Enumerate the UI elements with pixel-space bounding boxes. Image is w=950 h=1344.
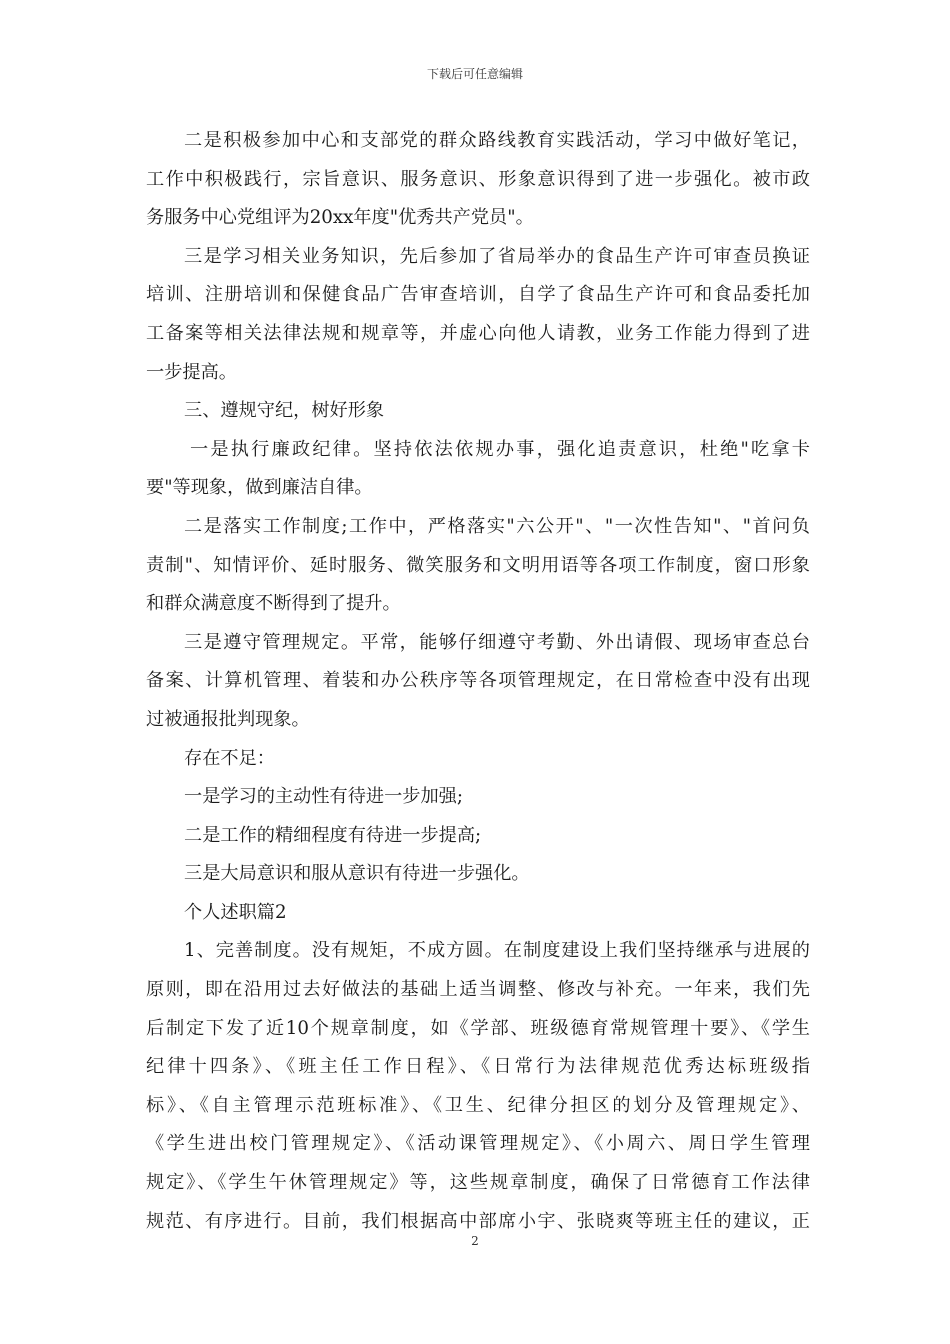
text-line: 二是工作的精细程度有待进一步提高; [184, 824, 482, 846]
text-line: 原则，即在沿用过去好做法的基础上适当调整、修改与补充。一年来，我们先 [146, 979, 810, 1001]
text-line: 1、完善制度。没有规矩，不成方圆。在制度建设上我们坚持继承与进展的 [184, 940, 810, 962]
text-line: 后制定下发了近10个规章制度，如《学部、班级德育常规管理十要》、《学生 [146, 1017, 810, 1039]
header-text: 下载后可任意编辑 [426, 67, 523, 81]
text-line: 一是执行廉政纪律。坚持依法依规办事，强化追责意识，杜绝"吃拿卡 [190, 438, 810, 460]
text-line: 二是落实工作制度;工作中，严格落实"六公开"、"一次性告知"、"首问负 [184, 515, 810, 537]
text-line: 务服务中心党组评为20xx年度"优秀共产党员"。 [146, 207, 534, 229]
text-line: 三是遵守管理规定。平常，能够仔细遵守考勤、外出请假、现场审查总台 [184, 631, 810, 653]
text-line: 一是学习的主动性有待进一步加强; [184, 786, 463, 808]
text-line: 规定》、《学生午休管理规定》等，这些规章制度，确保了日常德育工作法律 [146, 1172, 810, 1194]
text-line: 工作中积极践行，宗旨意识、服务意识、形象意识得到了进一步强化。被市政 [146, 168, 810, 190]
text-line: 责制"、知情评价、延时服务、微笑服务和文明用语等各项工作制度，窗口形象 [146, 554, 810, 576]
text-line: 一步提高。 [146, 361, 237, 383]
text-line: 三是学习相关业务知识，先后参加了省局举办的食品生产许可审查员换证 [184, 245, 810, 267]
page-header [0, 66, 950, 82]
text-line: 规范、有序进行。目前，我们根据高中部席小宇、张晓爽等班主任的建议，正 [146, 1210, 810, 1232]
text-line: 三是大局意识和服从意识有待进一步强化。 [184, 863, 530, 885]
text-line: 个人述职篇2 [184, 901, 287, 923]
text-line: 过被通报批判现象。 [146, 708, 310, 730]
text-line: 工备案等相关法律法规和规章等，并虚心向他人请教，业务工作能力得到了进 [146, 322, 810, 344]
text-line: 存在不足： [184, 747, 275, 769]
text-line: 备案、计算机管理、着装和办公秩序等各项管理规定，在日常检查中没有出现 [146, 670, 810, 692]
text-line: 纪律十四条》、《班主任工作日程》、《日常行为法律规范优秀达标班级指 [146, 1056, 810, 1078]
text-line: 三、遵规守纪，树好形象 [184, 400, 385, 422]
text-line: 标》、《自主管理示范班标准》、《卫生、纪律分担区的划分及管理规定》、 [146, 1094, 810, 1116]
text-line: 和群众满意度不断得到了提升。 [146, 593, 401, 615]
text-line: 二是积极参加中心和支部党的群众路线教育实践活动，学习中做好笔记， [184, 130, 810, 151]
document-body [146, 122, 810, 1241]
text-line: 要"等现象，做到廉洁自律。 [146, 477, 373, 499]
text-line: 《学生进出校门管理规定》、《活动课管理规定》、《小周六、周日学生管理 [146, 1133, 810, 1155]
page-number: 2 [471, 1234, 479, 1248]
page-footer [0, 1233, 950, 1249]
text-line: 培训、注册培训和保健食品广告审查培训，自学了食品生产许可和食品委托加 [146, 284, 810, 306]
